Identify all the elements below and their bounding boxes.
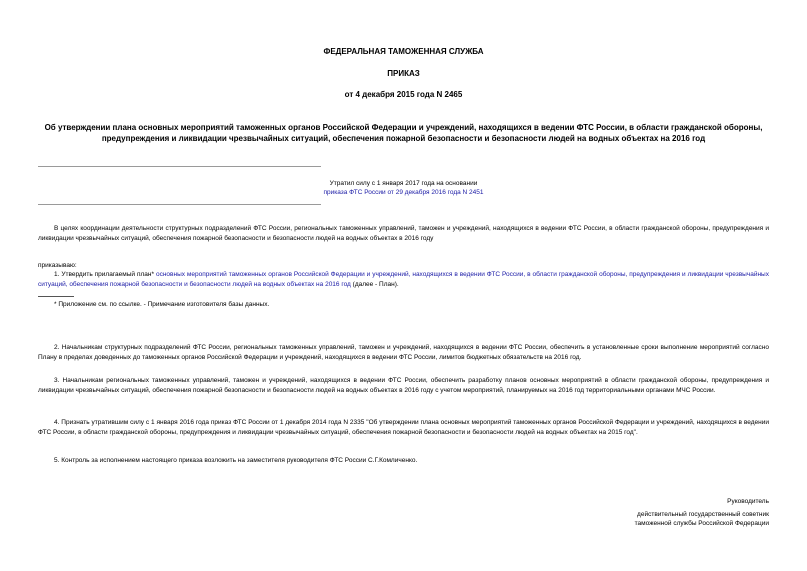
order-word: приказываю: [38, 262, 77, 269]
plan-link[interactable]: основных мероприятий таможенных органов Российской Федерации и учреждений, находящихся в ведении ФТС России, в области гражданской обороны, предупреждения и ликвидации чрезвычайных ситуаций, обеспечения пожарной безопасности и безопасности людей на водных объектах на 2016 год [38, 271, 769, 288]
item-5-paragraph: 5. Контроль за исполнением настоящего приказа возложить на заместителя руководителя ФТС России С.Г.Комличенко. [54, 457, 418, 464]
divider-top [38, 166, 321, 167]
item-1-prefix: 1. Утвердить прилагаемый план* [54, 271, 155, 278]
item-1-paragraph [38, 270, 769, 289]
document-title: Об утверждении плана основных мероприятий таможенных органов Российской Федерации и учреждений, находящихся в ведении ФТС России, в области гражданской обороны, предупреждения и ликвидации чрезвычайных ситуаций, обеспечения пожарной безопасности и безопасности людей на водных объектах на 2016 год [44, 123, 763, 143]
signature-service: таможенной службы Российской Федерации [634, 520, 769, 528]
document-type: ПРИКАЗ [387, 69, 420, 78]
item-2-paragraph: 2. Начальникам структурных подразделений ФТС России, региональных таможенных управлений, таможен и учреждений, находящихся в ведении ФТС России, обеспечить в установленные сроки выполнение мероприятий согласно Плану в пределах доведенных до таможенных органов Российской Федерации и учреждений, находящихся в ведении ФТС России, лимитов бюджетных обязательств на 2016 год. [38, 344, 769, 361]
revocation-link[interactable]: приказа ФТС России от 29 декабря 2016 года N 2451 [323, 189, 484, 196]
signature-title: Руководитель [727, 498, 769, 505]
item-3-paragraph: 3. Начальникам региональных таможенных управлений, таможен и учреждений, находящихся в ведении ФТС России, обеспечить разработку планов основных мероприятий в области гражданской обороны, предупреждения и ликвидации чрезвычайных ситуаций, обеспечения пожарной безопасности и безопасности людей на водных объектах в 2016 году с учетом мероприятий, планируемых на 2016 год территориальными органами МЧС России. [38, 377, 769, 394]
footnote-divider [38, 296, 74, 297]
revocation-note [30, 179, 777, 197]
item-4-paragraph: 4. Признать утратившим силу с 1 января 2016 года приказ ФТС России от 1 декабря 2014 года N 2335 "Об утверждении плана основных мероприятий таможенных органов Российской Федерации и учреждений, находящихся в ведении ФТС России, в области гражданской обороны, предупреждения и ликвидации чрезвычайных ситуаций, обеспечения пожарной безопасности и безопасности людей на водных объектах на 2015 год". [38, 419, 769, 436]
intro-paragraph: В целях координации деятельности структурных подразделений ФТС России, региональных таможенных управлений, таможен и учреждений, находящихся в ведении ФТС России, в области гражданской обороны, предупреждения и ликвидации чрезвычайных ситуаций, обеспечения пожарной безопасности и безопасности людей на водных объектах в 2016 году [38, 225, 769, 242]
revocation-text: Утратил силу с 1 января 2017 года на основании [329, 180, 478, 187]
footnote: * Приложение см. по ссылке. - Примечание изготовителя базы данных. [54, 301, 270, 308]
signature-rank: действительный государственный советник [637, 510, 769, 518]
divider-bottom [38, 204, 321, 205]
agency-name: ФЕДЕРАЛЬНАЯ ТАМОЖЕННАЯ СЛУЖБА [323, 47, 484, 56]
signature-block [569, 497, 769, 529]
document-date-number: от 4 декабря 2015 года N 2465 [344, 90, 463, 99]
item-1-suffix: (далее - План). [350, 280, 399, 288]
